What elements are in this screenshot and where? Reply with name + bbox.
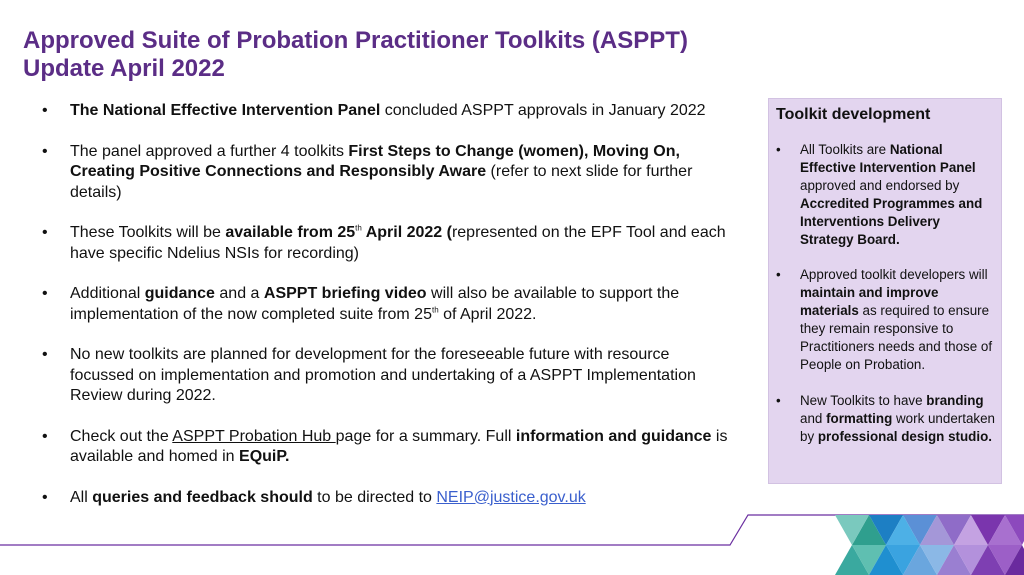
sidebar-1-bold-1: National Effective Intervention Panel [800,142,976,175]
bullet-2-text-1: The panel approved a further 4 toolkits [70,142,349,160]
bullet-3-bold-2: April 2022 ( [361,224,452,241]
bullet-7-text-1: All [70,488,93,506]
main-bullet-list [42,101,732,528]
bullet-6-bold-1: information and guidance [515,427,712,445]
bullet-6-text-2: page for a summary. Full [335,427,516,445]
sidebar-bullet-approval [776,141,995,248]
bullet-7-text-2: to be directed to [312,488,437,506]
bullet-4-text-3: will also be available to support the implementation of the now completed suite from 25 [70,285,680,323]
bullet-4-text-4: of April 2022. [438,305,537,323]
sidebar-1-text-2: approved and endorsed by [800,177,960,193]
bullet-4-bold-2: ASPPT briefing video [263,285,427,302]
toolkit-development-title: Toolkit development [776,106,931,123]
bullet-2-text-2: (refer to next slide for further details) [70,163,693,201]
sidebar-1-bold-2: Accredited Programmes and Interventions Delivery Strategy Board. [800,195,983,247]
toolkit-development-panel [768,98,1002,484]
sidebar-2-text-1: Approved toolkit developers will [800,267,988,283]
bullet-guidance-video [42,284,732,325]
bullet-6-bold-2: EQuiP. [239,448,290,465]
sidebar-bullet-developers [776,266,995,373]
toolkit-development-list [776,141,995,446]
bullet-probation-hub [42,427,732,468]
bullet-1-text: concluded ASPPT approvals in January 2022 [380,102,706,119]
neip-email-link[interactable]: NEIP@justice.gov.uk [436,488,586,506]
bullet-4-sup: th [431,305,439,315]
sidebar-2-bold: maintain and improve materials [800,285,939,319]
bullet-1-bold: The National Effective Intervention Panel [70,102,381,119]
bullet-6-text-3: is available and homed in [70,427,728,465]
bullet-5-text: No new toolkits are planned for development for the foreseeable future with resource focussed on implementation and promotion and undertaking of a ASPPT Implementation Review during 2022. [70,346,696,404]
bullet-3-bold-1: available from 25 [225,224,356,241]
page-title [23,27,688,83]
sidebar-1-text-1: All Toolkits are [800,142,890,157]
bullet-7-bold: queries and feedback should [92,488,313,506]
bullet-availability [42,223,732,264]
sidebar-3-bold-2: formatting [826,410,893,426]
triangle-pattern-logo [835,515,1024,575]
bullet-no-new-toolkits [42,345,732,407]
page-title-line-2: Update April 2022 [23,55,225,82]
sidebar-3-text-2: and [800,410,827,426]
bullet-panel-approvals [42,101,732,122]
bullet-4-text-2: and a [214,285,264,302]
bullet-4-text-1: Additional [70,285,145,302]
bullet-3-sup: th [355,223,362,233]
sidebar-3-bold-1: branding [926,392,984,408]
bullet-3-text-2: represented on the EPF Tool and each have specific Ndelius NSIs for recording) [70,224,726,262]
bullet-2-bold: First Steps to Change (women), Moving On, Creating Positive Connections and Responsibly Aware [70,142,680,180]
bullet-6-text-1: Check out the [70,427,173,445]
footer-decoration [0,505,1024,575]
sidebar-2-text-2: as required to ensure they remain responsive to Practitioners needs and those of People on Probation. [800,303,993,372]
page-title-line-1: Approved Suite of Probation Practitioner Toolkits (ASPPT) [23,27,688,54]
bullet-3-text-1: These Toolkits will be [70,224,226,241]
sidebar-3-text-3: work undertaken by [800,410,995,444]
asppt-probation-hub-link[interactable]: ASPPT Probation Hub [172,427,336,445]
sidebar-bullet-branding [776,392,995,446]
sidebar-3-text-1: New Toolkits to have [800,392,927,408]
bullet-4-bold-1: guidance [144,285,215,302]
bullet-further-toolkits [42,142,732,204]
sidebar-3-bold-3: professional design studio. [817,428,992,444]
